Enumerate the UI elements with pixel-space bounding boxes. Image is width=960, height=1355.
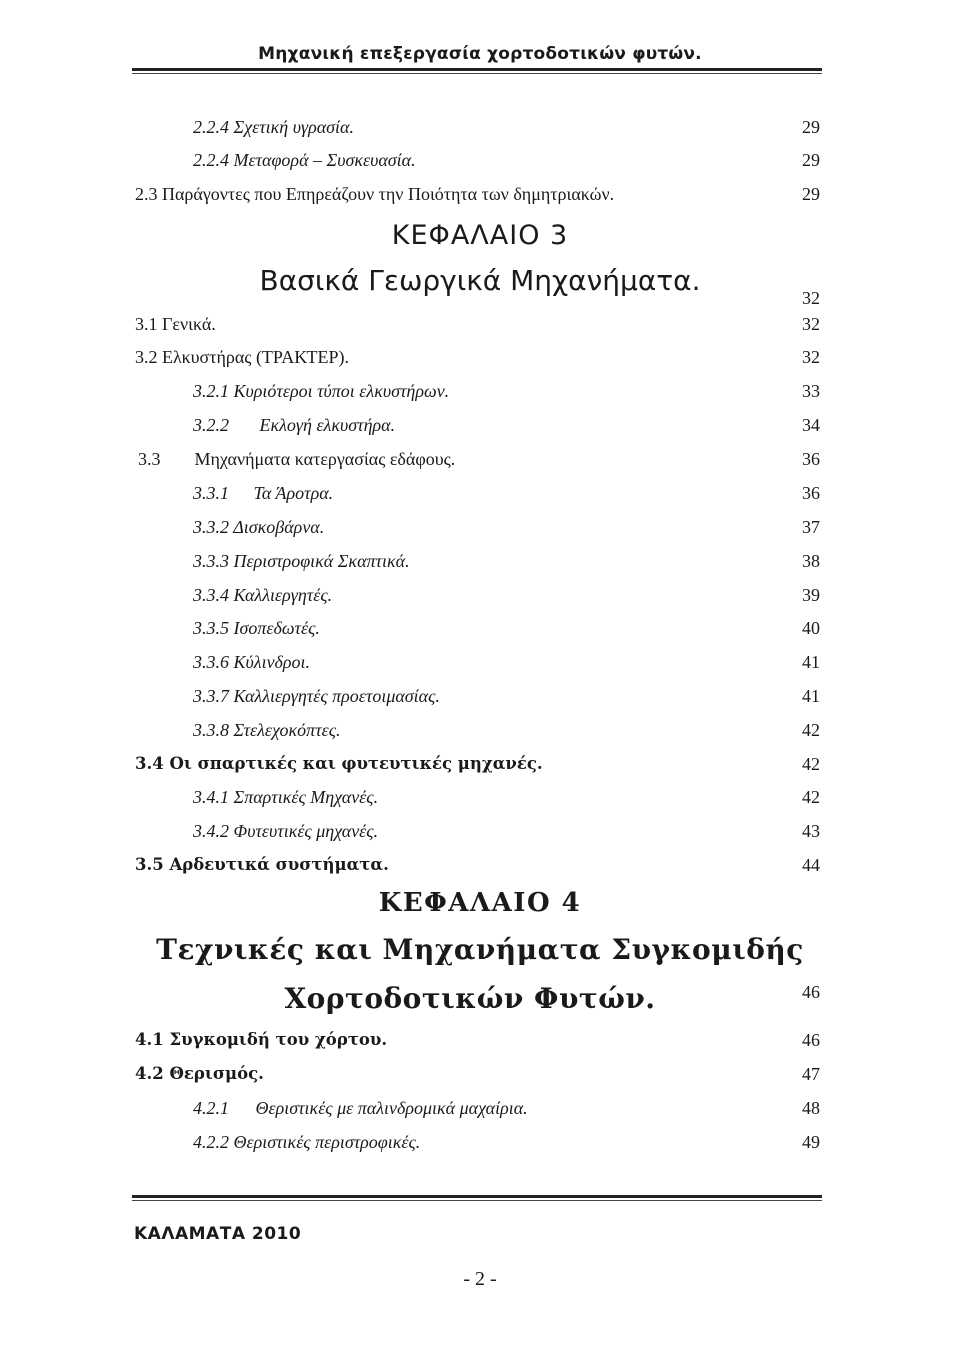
toc-text: Σπαρτικές Μηχανές. [233,787,379,807]
toc-text: Κύλινδροι. [233,652,311,672]
toc-page: 49 [802,1132,820,1152]
chapter-3-page: 32 [802,288,820,308]
toc-number: 3.2.1 [193,381,229,401]
toc-number: 4.1 [135,1030,164,1049]
toc-number: 2.2.4 [193,150,229,170]
toc-text: Περιστροφικά Σκαπτικά. [233,551,410,571]
toc-number: 4.2 [135,1064,164,1083]
footer-rule [132,1195,822,1198]
toc-entry-3-2-1[interactable] [0,381,960,409]
toc-entry-3-1[interactable] [0,314,960,342]
toc-number: 4.2.1 [193,1098,229,1118]
toc-page: 32 [802,347,820,367]
toc-page: 43 [802,821,820,841]
toc-number: 3.3.3 [193,551,229,571]
page-number: - 2 - [463,1268,497,1290]
toc-text: Θερισμός. [169,1064,264,1083]
toc-number: 3.2 [135,347,158,367]
toc-text: Συγκομιδή του χόρτου. [169,1030,388,1049]
toc-number: 3.3.6 [193,652,229,672]
toc-text: Εκλογή ελκυστήρα. [259,415,396,435]
toc-entry-3-2[interactable] [0,347,960,375]
toc-entry-3-3[interactable] [0,449,960,477]
toc-text: Θεριστικές με παλινδρομικά μαχαίρια. [255,1098,528,1118]
footer-location-year: ΚΑΛΑΜΑΤΑ 2010 [134,1224,302,1244]
toc-entry-2-2-4-transport[interactable] [0,150,960,178]
toc-page: 38 [802,551,820,571]
toc-page: 29 [802,117,820,137]
chapter-3-heading: ΚΕΦΑΛΑΙΟ 3 [391,220,569,251]
toc-number: 3.4 [135,754,164,773]
toc-text: Σχετική υγρασία. [233,117,354,137]
toc-entry-2-2-4-humidity[interactable] [0,117,960,145]
header-rule-thin [132,73,822,74]
toc-number: 3.1 [135,314,158,334]
toc-entry-4-2-1[interactable] [0,1098,960,1126]
toc-number: 3.3.8 [193,720,229,740]
toc-page: 42 [802,787,820,807]
toc-number: 3.3 [138,449,161,469]
toc-entry-3-3-4[interactable] [0,585,960,613]
toc-entry-3-4-2[interactable] [0,821,960,849]
toc-entry-2-3[interactable] [0,184,960,212]
toc-number: 3.3.5 [193,618,229,638]
toc-page: 33 [802,381,820,401]
toc-page: 48 [802,1098,820,1118]
toc-text: Ελκυστήρας (ΤΡΑΚΤΕΡ). [162,347,350,367]
toc-page: 47 [802,1064,820,1084]
toc-number: 4.2.2 [193,1132,229,1152]
toc-entry-3-3-3[interactable] [0,551,960,579]
toc-entry-3-5[interactable] [0,855,960,883]
toc-text: Τα Άροτρα. [253,483,334,503]
toc-number: 3.3.7 [193,686,229,706]
toc-text: Θεριστικές περιστροφικές. [233,1132,421,1152]
toc-entry-3-3-7[interactable] [0,686,960,714]
toc-page: 40 [802,618,820,638]
toc-text: Αρδευτικά συστήματα. [169,855,389,874]
toc-entry-3-3-6[interactable] [0,652,960,680]
toc-entry-3-4-1[interactable] [0,787,960,815]
chapter-4-page: 46 [802,982,820,1002]
toc-number: 3.4.2 [193,821,229,841]
toc-page: 29 [802,184,820,204]
toc-page: 36 [802,449,820,469]
toc-text: Δισκοβάρνα. [233,517,325,537]
toc-entry-3-3-2[interactable] [0,517,960,545]
toc-page: 37 [802,517,820,537]
header-rule [132,68,822,71]
toc-text: Κυριότεροι τύποι ελκυστήρων. [233,381,450,401]
toc-entry-4-2[interactable] [0,1064,960,1092]
toc-entry-3-3-5[interactable] [0,618,960,646]
toc-text: Καλλιεργητές προετοιμασίας. [233,686,440,706]
toc-page: 44 [802,855,820,875]
toc-entry-3-4[interactable] [0,754,960,782]
toc-number: 2.3 [135,184,158,204]
toc-text: Στελεχοκόπτες. [233,720,341,740]
chapter-4-heading: ΚΕΦΑΛΑΙΟ 4 [378,888,582,918]
toc-entry-3-3-8[interactable] [0,720,960,748]
toc-page: 41 [802,686,820,706]
toc-entry-3-3-1[interactable] [0,483,960,511]
chapter-3-title: Βασικά Γεωργικά Μηχανήματα. [259,264,701,297]
toc-number: 3.3.1 [193,483,229,503]
chapter-4-title-line-2: Χορτοδοτικών Φυτών. [284,982,656,1015]
footer-rule-thin [132,1200,822,1201]
toc-page: 42 [802,720,820,740]
toc-entry-4-2-2[interactable] [0,1132,960,1160]
toc-text: Μεταφορά – Συσκευασία. [233,150,416,170]
toc-text: Φυτευτικές μηχανές. [233,821,379,841]
running-header: Μηχανική επεξεργασία χορτοδοτικών φυτών. [258,44,702,64]
toc-text: Ισοπεδωτές. [233,618,320,638]
toc-page: 34 [802,415,820,435]
toc-page: 32 [802,314,820,334]
toc-page: 39 [802,585,820,605]
toc-text: Παράγοντες που Επηρεάζουν την Ποιότητα των δημητριακών. [162,184,615,204]
toc-entry-3-2-2[interactable] [0,415,960,443]
toc-text: Γενικά. [162,314,216,334]
toc-page: 36 [802,483,820,503]
toc-text: Μηχανήματα κατεργασίας εδάφους. [194,449,456,469]
toc-page: 41 [802,652,820,672]
chapter-4-title-line-1: Τεχνικές και Μηχανήματα Συγκομιδής [156,933,804,966]
toc-text: Καλλιεργητές. [233,585,333,605]
toc-text: Οι σπαρτικές και φυτευτικές μηχανές. [169,754,543,773]
toc-number: 2.2.4 [193,117,229,137]
toc-number: 3.3.4 [193,585,229,605]
toc-number: 3.5 [135,855,164,874]
toc-number: 3.3.2 [193,517,229,537]
toc-entry-4-1[interactable] [0,1030,960,1058]
toc-page: 29 [802,150,820,170]
toc-page: 42 [802,754,820,774]
toc-number: 3.4.1 [193,787,229,807]
toc-number: 3.2.2 [193,415,229,435]
toc-page: 46 [802,1030,820,1050]
